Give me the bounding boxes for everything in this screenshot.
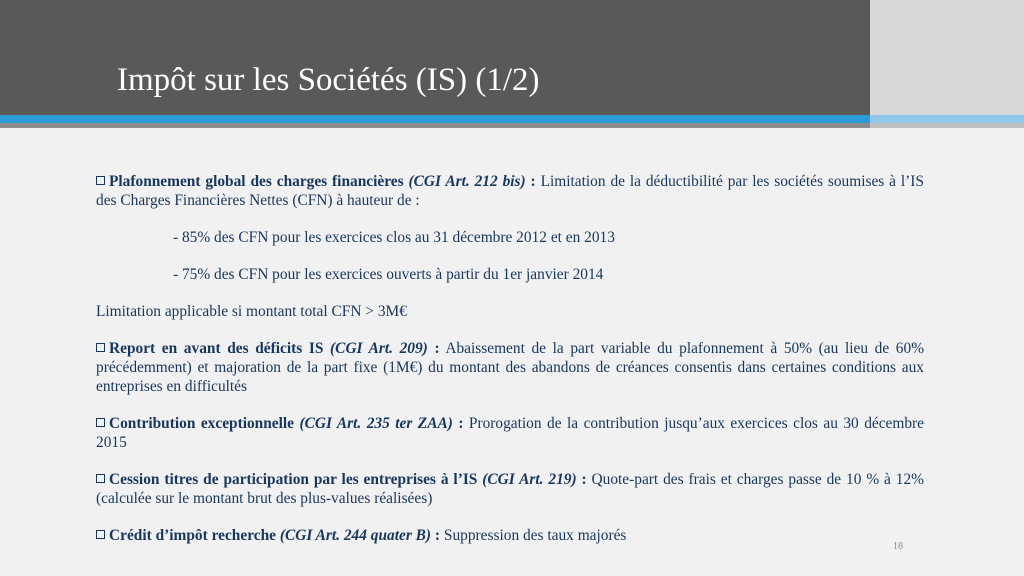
checkbox-bullet-icon — [96, 343, 105, 352]
bullet-reference: (CGI Art. 235 ter ZAA) — [299, 415, 453, 432]
bullet-deficits — [96, 339, 924, 396]
slide-title: Impôt sur les Sociétés (IS) (1/2) — [117, 62, 540, 98]
bullet-text: Suppression des taux majorés — [440, 527, 627, 544]
page-number: 18 — [893, 541, 903, 552]
bullet-text: Limitation de la déductibilité par les sociétés soumises à l’IS des Charges Financières Nettes (CFN) à hauteur de : — [96, 173, 924, 209]
bullet-separator: : — [525, 173, 536, 190]
title-bar-side-panel — [870, 0, 1024, 128]
bullet-separator: : — [452, 415, 464, 432]
bullet-heading: Plafonnement global des charges financières — [109, 173, 404, 190]
slide-content — [96, 172, 924, 563]
bullet-separator: : — [431, 527, 441, 544]
bullet-separator: : — [576, 471, 587, 488]
bullet-reference: (CGI Art. 219) — [482, 471, 577, 488]
checkbox-bullet-icon — [96, 418, 105, 427]
checkbox-bullet-icon — [96, 474, 105, 483]
sub-item-75: - 75% des CFN pour les exercices ouverts à partir du 1er janvier 2014 — [173, 266, 604, 283]
bullet-heading: Cession titres de participation par les entreprises à l’IS — [109, 471, 478, 488]
bullet-text: Abaissement de la part variable du plafonnement à 50% (au lieu de 60% précédemment) et majoration de la part fixe (1M€) du montant des abandons de créances consentis dans certaines conditions aux entreprises en difficultés — [96, 340, 925, 395]
limitation-note: Limitation applicable si montant total CFN > 3M€ — [96, 303, 407, 320]
checkbox-bullet-icon — [96, 530, 105, 539]
bullet-reference: (CGI Art. 209) — [330, 340, 428, 357]
bullet-credit — [96, 526, 924, 545]
bullet-financial-charges — [96, 172, 924, 210]
checkbox-bullet-icon — [96, 176, 105, 185]
accent-band-side-blue — [870, 115, 1024, 123]
bullet-cession — [96, 470, 924, 508]
accent-band-grey — [0, 123, 870, 128]
accent-band-side-grey — [870, 123, 1024, 128]
accent-band-blue — [0, 115, 870, 123]
bullet-text: Prorogation de la contribution jusqu’aux exercices clos au 30 décembre 2015 — [96, 415, 925, 451]
bullet-heading: Contribution exceptionnelle — [109, 415, 295, 432]
bullet-separator: : — [427, 340, 440, 357]
bullet-reference: (CGI Art. 212 bis) — [408, 173, 526, 190]
sub-item-85: - 85% des CFN pour les exercices clos au 31 décembre 2012 et en 2013 — [173, 229, 615, 246]
bullet-reference: (CGI Art. 244 quater B) — [279, 527, 432, 544]
bullet-heading: Crédit d’impôt recherche — [109, 527, 276, 544]
bullet-heading: Report en avant des déficits IS — [109, 340, 324, 357]
bullet-text: Quote-part des frais et charges passe de 10 % à 12% (calculée sur le montant brut des plus-values réalisées) — [96, 471, 924, 507]
bullet-contribution — [96, 414, 924, 452]
